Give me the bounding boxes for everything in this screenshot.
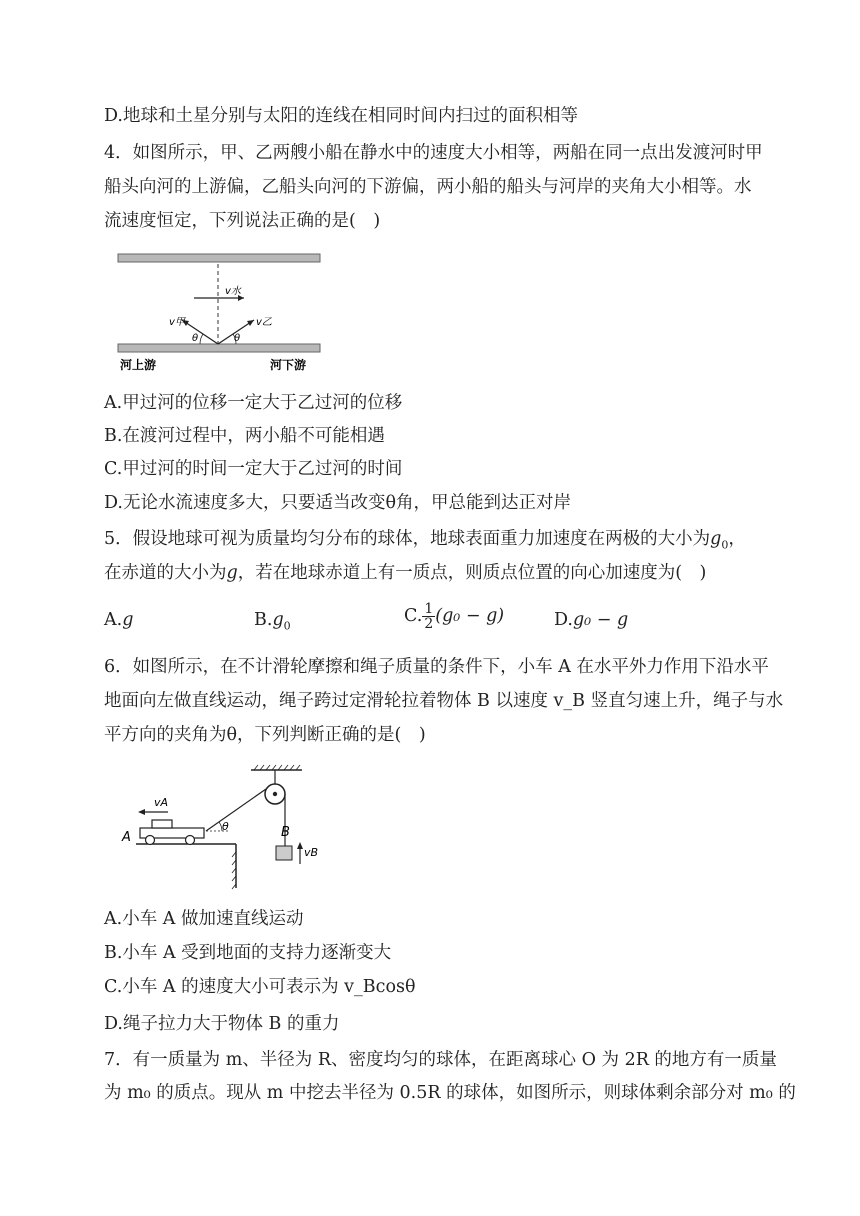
v-a-label: vA: [154, 796, 169, 809]
q4-option-c: C.甲过河的时间一定大于乙过河的时间: [104, 459, 403, 479]
cart-wheel-right: [186, 836, 195, 845]
downstream-label: 河下游: [270, 358, 307, 372]
q6-stem-line-2: 地面向左做直线运动，绳子跨过定滑轮拉着物体 B 以速度 v_B 竖直匀速上升，绳子与水: [104, 691, 784, 711]
q6-option-a: A.小车 A 做加速直线运动: [104, 909, 304, 929]
cart-cabin: [152, 820, 172, 828]
q5-g0-symbol: g: [710, 529, 722, 549]
q5-option-a-value: g: [122, 610, 134, 630]
label-b: B: [281, 825, 290, 840]
q5-option-c-fraction: [422, 602, 435, 631]
v-yi-label: v乙: [256, 317, 272, 328]
q6-stem-line-1: 6．如图所示，在不计滑轮摩擦和绳子质量的条件下，小车 A 在水平外力作用下沿水平: [104, 657, 769, 677]
q5-option-d: [554, 608, 628, 632]
q6-option-b: B.小车 A 受到地面的支持力逐渐变大: [104, 943, 392, 963]
q6-pulley-figure: [118, 764, 328, 890]
q5-stem-1-text: 5．假设地球可视为质量均匀分布的球体，地球表面重力加速度在两极的大小为: [104, 529, 711, 549]
cart-wheel-left: [146, 836, 155, 845]
q6-option-c: C.小车 A 的速度大小可表示为 v_Bcosθ: [104, 977, 416, 997]
v-b-label: vB: [304, 846, 319, 859]
q5-option-b-label: B.: [254, 610, 273, 630]
q6-option-d: D.绳子拉力大于物体 B 的重力: [104, 1014, 340, 1034]
v-a-arrowhead: [138, 809, 145, 815]
theta-right: θ: [234, 333, 241, 344]
q5-option-a: [104, 608, 133, 632]
q4-option-b: B.在渡河过程中，两小船不可能相遇: [104, 426, 385, 446]
q4-stem-line-3: 流速度恒定，下列说法正确的是( ): [104, 211, 381, 231]
near-bank: [118, 344, 320, 352]
q7-stem-line-1: 7．有一质量为 m、半径为 R、密度均匀的球体，在距离球心 O 为 2R 的地方有一质量: [104, 1050, 777, 1070]
pulley-axle: [273, 792, 277, 796]
block-b: [276, 846, 292, 860]
q7-stem-line-2: 为 m₀ 的质点。现从 m 中挖去半径为 0.5R 的球体，如图所示，则球体剩余部分对 m₀ 的: [104, 1083, 796, 1103]
q5-stem-line-2: [104, 561, 706, 585]
q5-stem-2-post: ，若在地球赤道上有一质点，则质点位置的向心加速度为( ): [237, 563, 707, 583]
q6-stem-line-3: 平方向的夹角为θ，下列判断正确的是( ): [104, 725, 426, 745]
q5-option-d-expr: g₀ − g: [572, 610, 629, 630]
v-b-arrowhead: [297, 842, 303, 849]
fraction-numerator: 1: [424, 601, 434, 617]
upstream-label: 河上游: [120, 358, 157, 372]
theta-label: θ: [222, 820, 229, 833]
v-water-label: v水: [225, 286, 241, 297]
v-jia-label: v甲: [169, 317, 185, 328]
q4-stem-line-2: 船头向河的上游偏，乙船头向河的下游偏，两小船的船头与河岸的夹角大小相等。水: [104, 177, 752, 197]
q5-stem-2-text: 在赤道的大小为: [104, 563, 227, 583]
q5-option-c-expr: (g₀ − g): [435, 606, 505, 626]
q5-option-b-sub: 0: [283, 619, 291, 633]
q5-option-d-label: D.: [554, 610, 573, 630]
q5-g-symbol: g: [226, 563, 238, 583]
q4-option-a: A.甲过河的位移一定大于乙过河的位移: [104, 393, 403, 413]
q5-option-c: [404, 602, 504, 631]
q5-g0-subscript: 0: [721, 538, 729, 552]
q5-option-c-label: C.: [404, 606, 423, 626]
q4-stem-line-1: 4．如图所示，甲、乙两艘小船在静水中的速度大小相等，两船在同一点出发渡河时甲: [104, 143, 763, 163]
far-bank: [118, 254, 320, 262]
fraction-denominator: 2: [424, 616, 434, 632]
q5-option-a-label: A.: [104, 610, 123, 630]
label-a: A: [122, 830, 131, 845]
q4-option-d: D.无论水流速度多大，只要适当改变θ角，甲总能到达正对岸: [104, 493, 572, 513]
theta-left: θ: [192, 333, 199, 344]
q3-option-d: D.地球和土星分别与太阳的连线在相同时间内扫过的面积相等: [104, 106, 578, 126]
q5-option-b: [254, 608, 291, 639]
q5-option-b-value: g: [272, 610, 284, 630]
v-yi-arrowhead: [247, 320, 254, 326]
q5-stem-line-1: [104, 527, 746, 558]
rope-to-cart: [206, 789, 266, 831]
q5-stem-1-post: ，: [728, 529, 746, 549]
theta-arc-left: [200, 334, 203, 344]
q4-river-figure: [112, 248, 327, 378]
